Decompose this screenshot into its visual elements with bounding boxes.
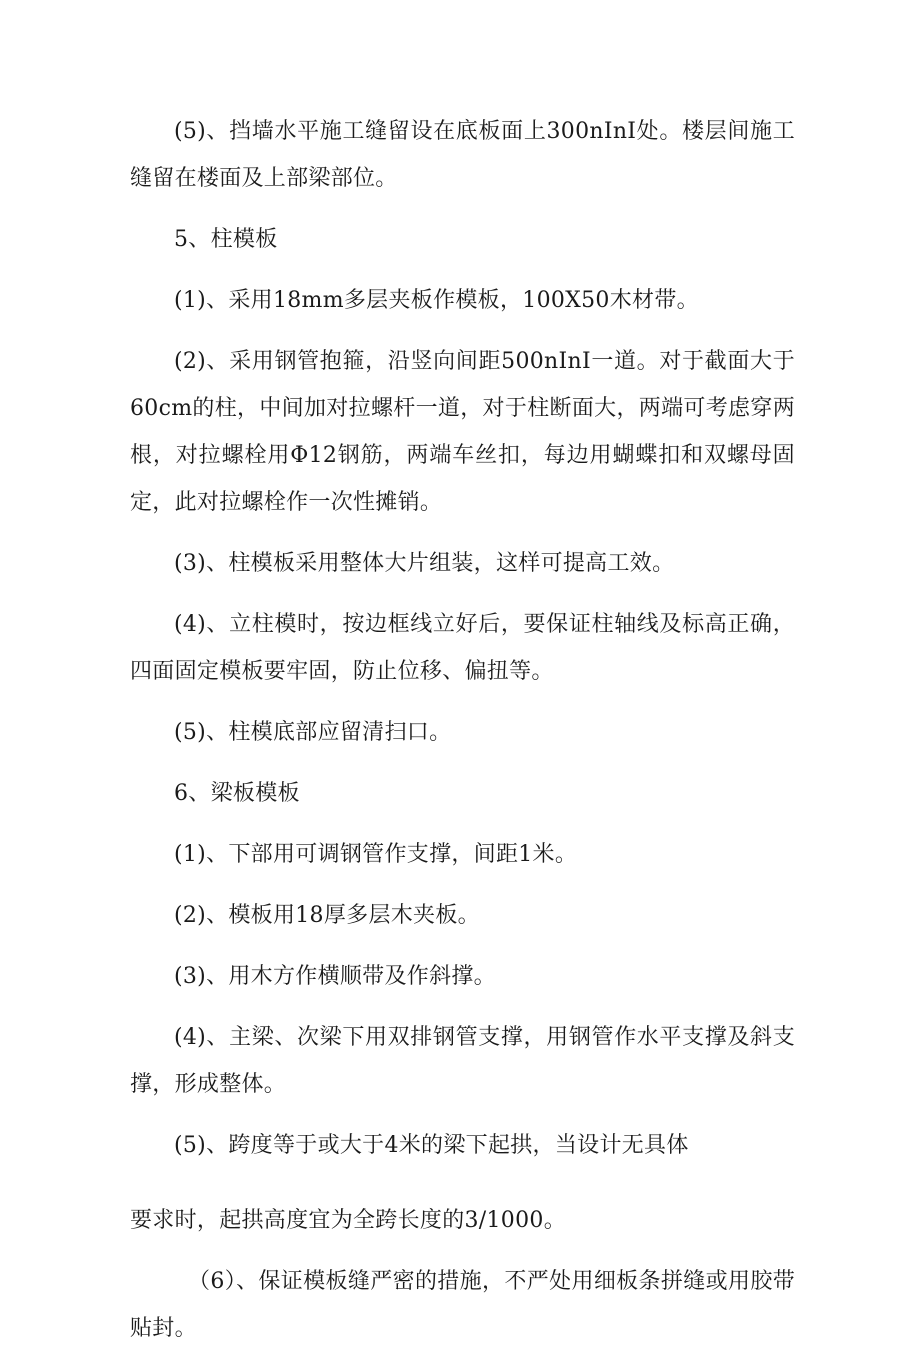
paragraph-wall-construction-joint: (5)、挡墙水平施工缝留设在底板面上300nInI处。楼层间施工缝留在楼面及上部梁部位。: [130, 119, 795, 191]
paragraph-beam-item-5-line-1: (5)、跨度等于或大于4米的梁下起拱，当设计无具体: [174, 1133, 689, 1158]
section-heading-beam-slab-formwork: 6、梁板模板: [174, 781, 300, 806]
paragraph-beam-item-5-line-2: 要求时，起拱高度宜为全跨长度的3/1000。: [130, 1208, 566, 1233]
paragraph-column-item-3: (3)、柱模板采用整体大片组装，这样可提高工效。: [174, 551, 675, 576]
paragraph-column-item-1: (1)、采用18mm多层夹板作模板，100X50木材带。: [174, 288, 699, 313]
section-heading-column-formwork: 5、柱模板: [174, 227, 278, 252]
paragraph-beam-item-2: (2)、模板用18厚多层木夹板。: [174, 903, 480, 928]
paragraph-beam-item-3: (3)、用木方作横顺带及作斜撑。: [174, 964, 496, 989]
paragraph-beam-item-6: （6）、保证模板缝严密的措施，不严处用细板条拼缝或用胶带贴封。: [130, 1269, 795, 1341]
paragraph-column-item-5: (5)、柱模底部应留清扫口。: [174, 720, 452, 745]
paragraph-beam-item-1: (1)、下部用可调钢管作支撑，间距1米。: [174, 842, 578, 867]
document-page: [130, 108, 795, 1366]
paragraph-column-item-2: (2)、采用钢管抱箍，沿竖向间距500nInI一道。对于截面大于60cm的柱，中间加对拉螺杆一道，对于柱断面大，两端可考虑穿两根，对拉螺栓用Φ12钢筋，两端车丝扣，每边用蝴蝶扣和双螺母固定，此对拉螺栓作一次性摊销。: [130, 349, 795, 515]
paragraph-beam-item-4: (4)、主梁、次梁下用双排钢管支撑，用钢管作水平支撑及斜支撑，形成整体。: [130, 1025, 795, 1097]
paragraph-column-item-4: (4)、立柱模时，按边框线立好后，要保证柱轴线及标高正确，四面固定模板要牢固，防止位移、偏扭等。: [130, 612, 795, 684]
